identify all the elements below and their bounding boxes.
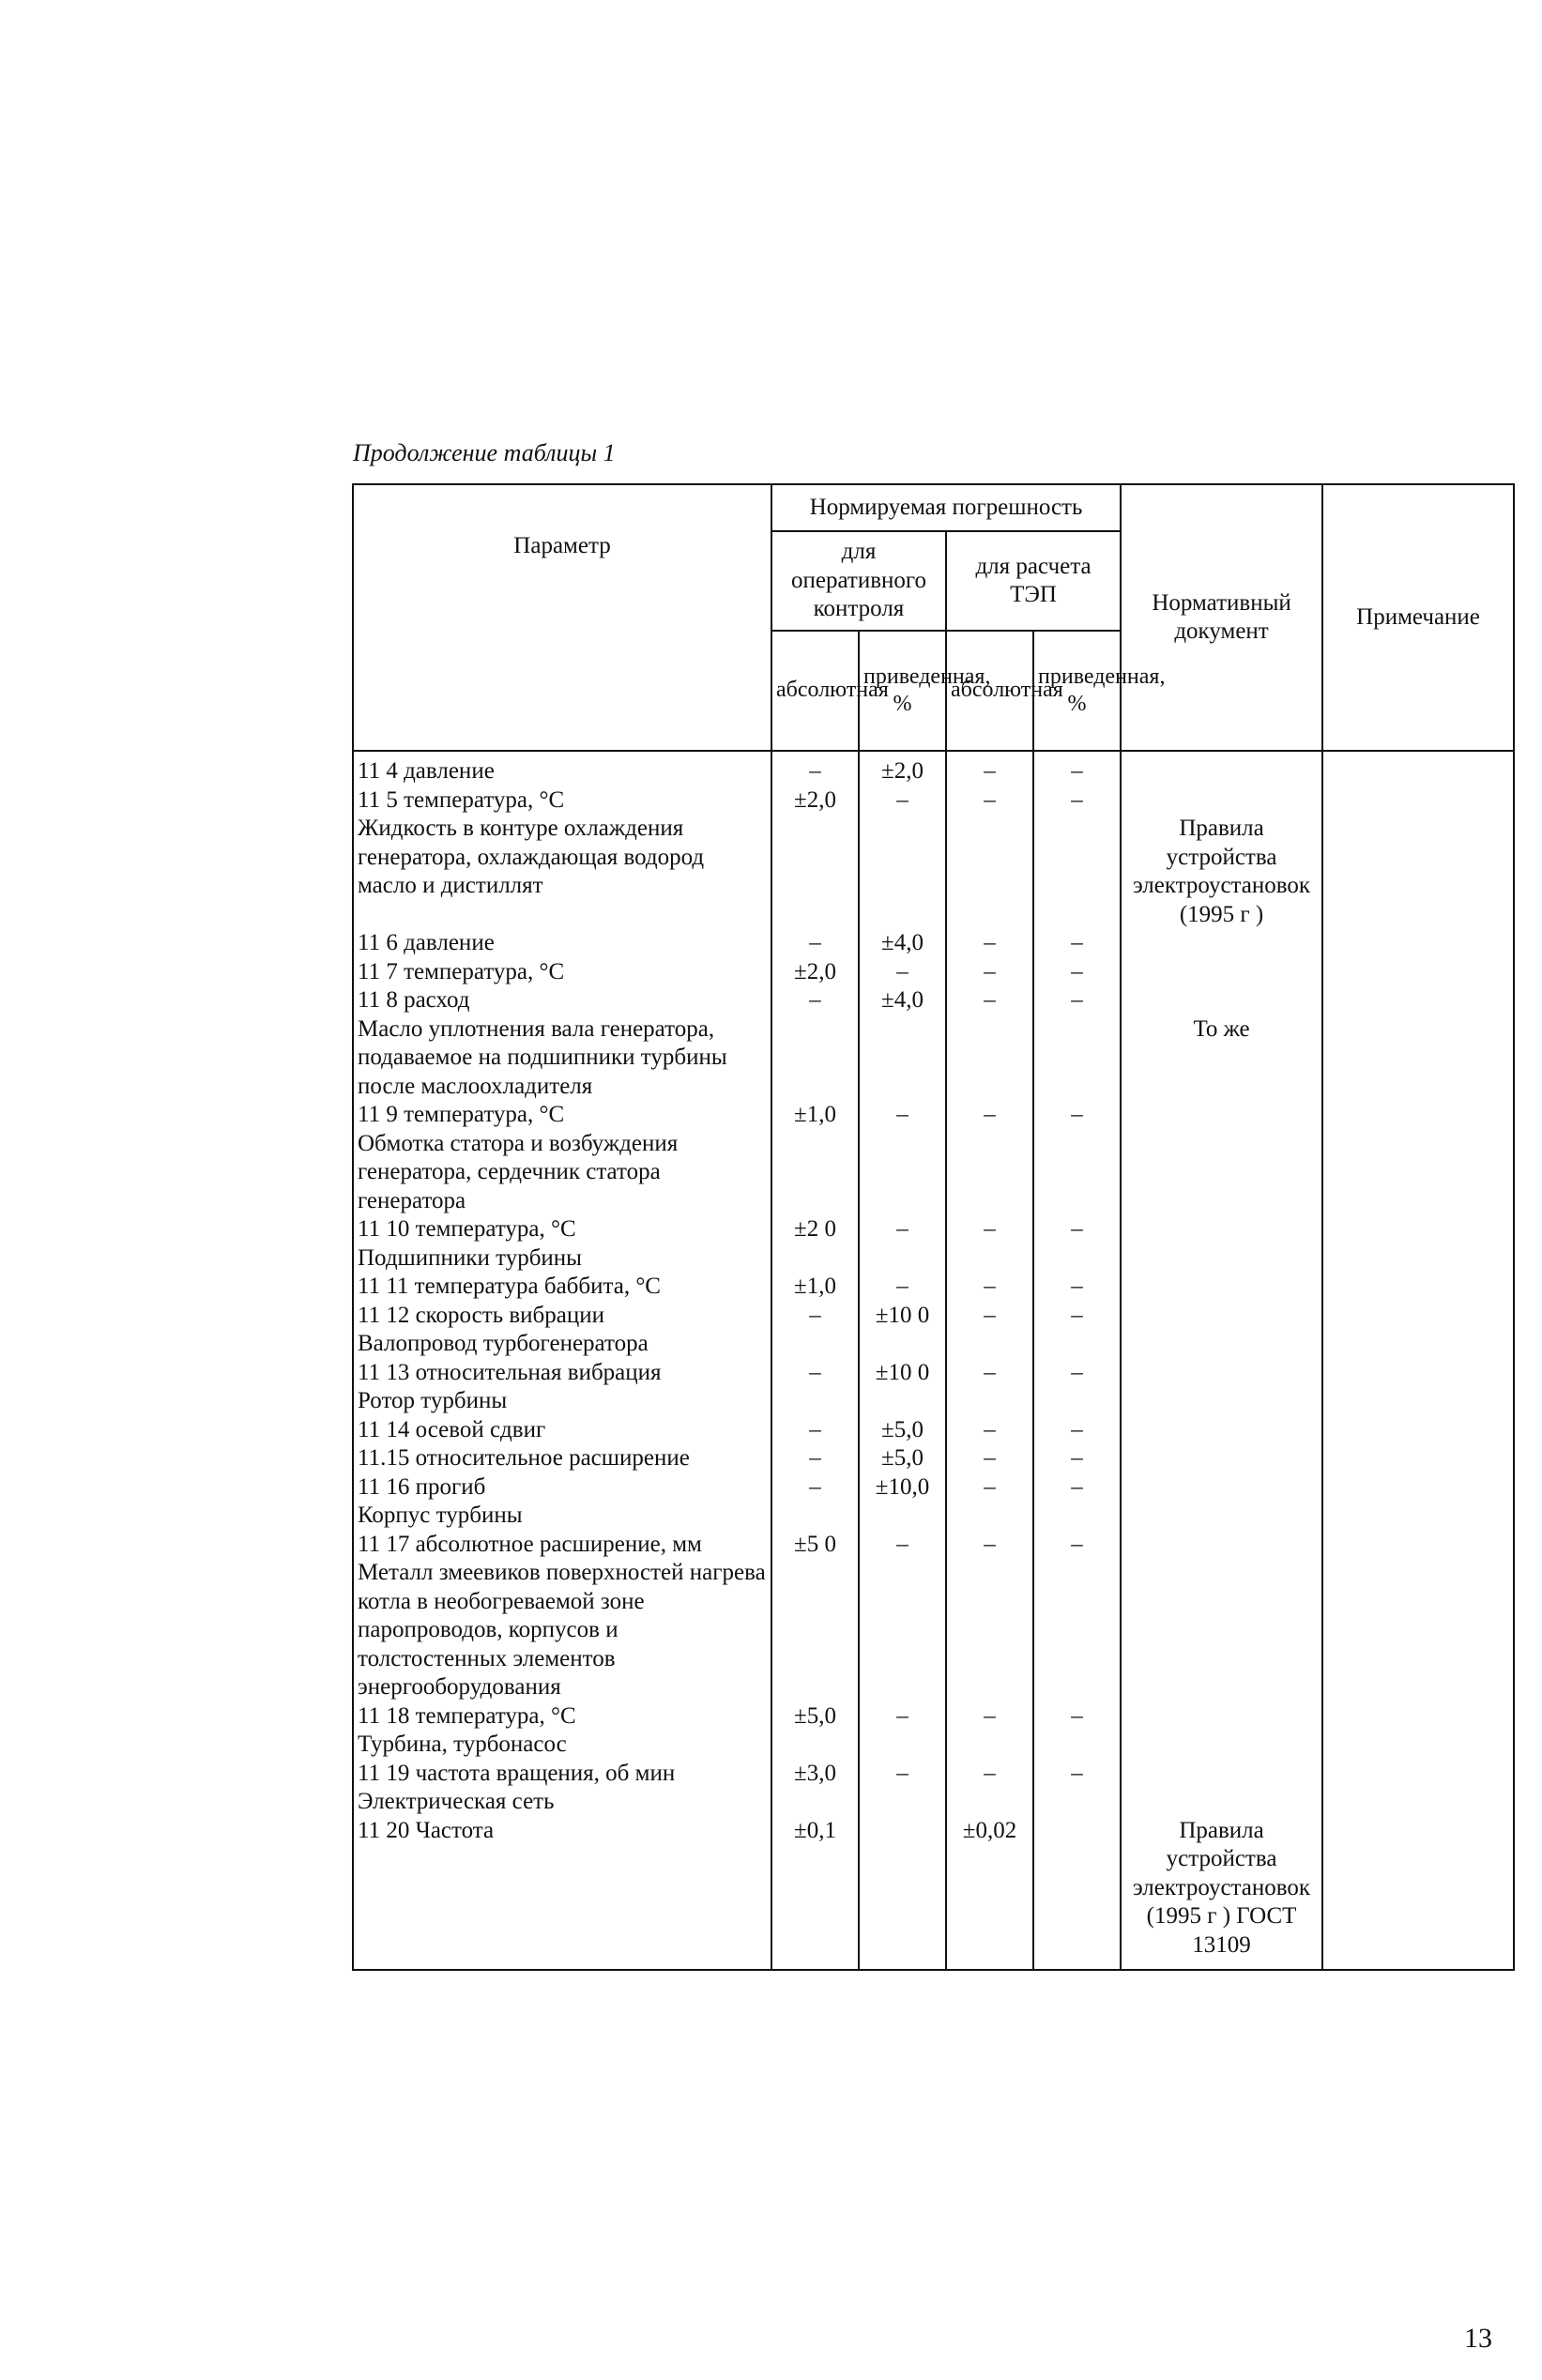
normative-document-cell: Правила устройства электроустановок (1995 г ) ГОСТ 13109 <box>1121 1817 1322 1971</box>
note-cell <box>1322 986 1514 1015</box>
table-row <box>353 1559 1514 1702</box>
normative-document-cell <box>1121 1130 1322 1216</box>
normative-document-cell <box>1121 1330 1322 1359</box>
tep-reduced-cell <box>1033 1559 1121 1702</box>
tep-absolute-cell: – <box>946 786 1033 816</box>
parameter-cell: 11.15 относительное расширение <box>353 1444 771 1473</box>
parameter-cell: 11 16 прогиб <box>353 1473 771 1503</box>
op-absolute-cell <box>771 1330 859 1359</box>
tep-absolute-cell <box>946 1015 1033 1102</box>
note-cell <box>1322 1130 1514 1216</box>
note-cell <box>1322 1788 1514 1817</box>
note-cell <box>1322 1416 1514 1445</box>
note-cell <box>1322 1559 1514 1702</box>
normative-document-cell <box>1121 751 1322 786</box>
header-note: Примечание <box>1322 484 1514 751</box>
header-tep-absolute: абсолютная <box>946 631 1033 751</box>
note-cell <box>1322 751 1514 786</box>
tep-reduced-cell <box>1033 1731 1121 1760</box>
table-row <box>353 1473 1514 1503</box>
note-cell <box>1322 1273 1514 1302</box>
tep-reduced-cell: – <box>1033 1215 1121 1244</box>
table-row <box>353 1130 1514 1216</box>
note-cell <box>1322 1015 1514 1102</box>
op-reduced-cell: – <box>859 1101 946 1130</box>
table-row <box>353 1444 1514 1473</box>
parameter-cell: 11 20 Частота <box>353 1817 771 1971</box>
tep-reduced-cell <box>1033 1817 1121 1971</box>
normative-document-cell <box>1121 986 1322 1015</box>
op-absolute-cell: ±3,0 <box>771 1760 859 1789</box>
tep-absolute-cell: – <box>946 1702 1033 1732</box>
normative-document-cell: То же <box>1121 1015 1322 1102</box>
normative-document-cell <box>1121 1502 1322 1531</box>
normative-document-cell <box>1121 1244 1322 1274</box>
parameter-cell: 11 13 относительная вибрация <box>353 1359 771 1388</box>
table-body <box>353 751 1514 1970</box>
op-absolute-cell <box>771 1731 859 1760</box>
table-row <box>353 1788 1514 1817</box>
table-row <box>353 1101 1514 1130</box>
op-reduced-cell: ±4,0 <box>859 986 946 1015</box>
op-absolute-cell: – <box>771 1473 859 1503</box>
parameter-cell: 11 12 скорость вибрации <box>353 1302 771 1331</box>
table-row <box>353 815 1514 929</box>
note-cell <box>1322 1817 1514 1971</box>
op-absolute-cell <box>771 1788 859 1817</box>
tep-absolute-cell: – <box>946 1444 1033 1473</box>
tep-absolute-cell: – <box>946 958 1033 987</box>
tep-reduced-cell <box>1033 1788 1121 1817</box>
parameter-cell: Подшипники турбины <box>353 1244 771 1274</box>
op-reduced-cell: – <box>859 1531 946 1560</box>
tep-reduced-cell: – <box>1033 1444 1121 1473</box>
header-op-reduced: приведенная, % <box>859 631 946 751</box>
note-cell <box>1322 1330 1514 1359</box>
tep-reduced-cell: – <box>1033 786 1121 816</box>
tep-absolute-cell: – <box>946 1273 1033 1302</box>
note-cell <box>1322 1502 1514 1531</box>
normative-document-cell: Правила устройства электроустановок (1995 г ) <box>1121 815 1322 929</box>
tep-absolute-cell <box>946 1387 1033 1416</box>
parameter-cell: 11 6 давление <box>353 929 771 958</box>
table-row <box>353 1731 1514 1760</box>
table-row <box>353 786 1514 816</box>
tep-absolute-cell: – <box>946 1302 1033 1331</box>
tep-absolute-cell: – <box>946 929 1033 958</box>
note-cell <box>1322 1302 1514 1331</box>
normative-document-cell <box>1121 1273 1322 1302</box>
normative-document-cell <box>1121 1788 1322 1817</box>
tep-absolute-cell <box>946 1559 1033 1702</box>
header-op-absolute: абсолютная <box>771 631 859 751</box>
header-operational-control: для оперативного контроля <box>771 531 946 631</box>
normative-document-cell <box>1121 929 1322 958</box>
table-row <box>353 1273 1514 1302</box>
note-cell <box>1322 1244 1514 1274</box>
tep-reduced-cell <box>1033 1387 1121 1416</box>
header-normative-document: Нормативный документ <box>1121 484 1322 751</box>
normative-document-cell <box>1121 1359 1322 1388</box>
tep-reduced-cell <box>1033 815 1121 929</box>
tep-reduced-cell: – <box>1033 1273 1121 1302</box>
tep-reduced-cell <box>1033 1015 1121 1102</box>
op-reduced-cell: ±5,0 <box>859 1444 946 1473</box>
parameter-cell: 11 11 температура баббита, °С <box>353 1273 771 1302</box>
tep-absolute-cell: – <box>946 1531 1033 1560</box>
normative-document-cell <box>1121 958 1322 987</box>
tep-absolute-cell <box>946 1731 1033 1760</box>
tep-absolute-cell: – <box>946 1416 1033 1445</box>
op-reduced-cell: ±4,0 <box>859 929 946 958</box>
table-row <box>353 1817 1514 1971</box>
table-row <box>353 1502 1514 1531</box>
parameter-cell: 11 7 температура, °С <box>353 958 771 987</box>
table-row <box>353 986 1514 1015</box>
normative-document-cell <box>1121 786 1322 816</box>
table-caption: Продолжение таблицы 1 <box>353 439 616 466</box>
tep-absolute-cell: – <box>946 1760 1033 1789</box>
tep-absolute-cell <box>946 1330 1033 1359</box>
tep-reduced-cell: – <box>1033 751 1121 786</box>
note-cell <box>1322 1215 1514 1244</box>
note-cell <box>1322 958 1514 987</box>
op-absolute-cell <box>771 1387 859 1416</box>
tep-reduced-cell: – <box>1033 1473 1121 1503</box>
parameters-table-wrapper <box>352 483 1513 1971</box>
parameter-cell: 11 9 температура, °С <box>353 1101 771 1130</box>
normative-document-cell <box>1121 1760 1322 1789</box>
op-absolute-cell <box>771 1015 859 1102</box>
parameter-cell: 11 4 давление <box>353 751 771 786</box>
parameter-cell: Обмотка статора и возбуждения генератора, сердечник статора генератора <box>353 1130 771 1216</box>
tep-absolute-cell: – <box>946 1473 1033 1503</box>
tep-absolute-cell <box>946 815 1033 929</box>
tep-reduced-cell: – <box>1033 1101 1121 1130</box>
op-absolute-cell: ±2 0 <box>771 1215 859 1244</box>
op-absolute-cell <box>771 815 859 929</box>
op-reduced-cell: – <box>859 1760 946 1789</box>
note-cell <box>1322 1473 1514 1503</box>
op-absolute-cell: – <box>771 986 859 1015</box>
note-cell <box>1322 1359 1514 1388</box>
tep-absolute-cell: – <box>946 986 1033 1015</box>
op-absolute-cell: ±1,0 <box>771 1101 859 1130</box>
op-absolute-cell <box>771 1502 859 1531</box>
tep-absolute-cell: – <box>946 1215 1033 1244</box>
op-absolute-cell <box>771 1244 859 1274</box>
normative-document-cell <box>1121 1731 1322 1760</box>
parameter-cell: Корпус турбины <box>353 1502 771 1531</box>
op-absolute-cell: – <box>771 1359 859 1388</box>
table-row <box>353 1330 1514 1359</box>
op-absolute-cell: ±5,0 <box>771 1702 859 1732</box>
op-absolute-cell: ±2,0 <box>771 958 859 987</box>
table-row <box>353 751 1514 786</box>
normative-document-cell <box>1121 1473 1322 1503</box>
op-reduced-cell <box>859 1788 946 1817</box>
parameter-cell: Жидкость в контуре охлаждения генератора, охлаждающая водород масло и дистиллят <box>353 815 771 929</box>
note-cell <box>1322 929 1514 958</box>
op-reduced-cell <box>859 1015 946 1102</box>
tep-absolute-cell: ±0,02 <box>946 1817 1033 1971</box>
parameter-cell: Турбина, турбонасос <box>353 1731 771 1760</box>
tep-absolute-cell <box>946 1244 1033 1274</box>
table-row <box>353 929 1514 958</box>
table-row <box>353 1760 1514 1789</box>
parameter-cell: Масло уплотнения вала генератора, подаваемое на подшипники турбины после маслоохладителя <box>353 1015 771 1102</box>
table-row <box>353 1416 1514 1445</box>
header-normalized-error: Нормируемая погрешность <box>771 484 1121 531</box>
tep-reduced-cell: – <box>1033 958 1121 987</box>
normative-document-cell <box>1121 1416 1322 1445</box>
tep-reduced-cell: – <box>1033 1531 1121 1560</box>
op-absolute-cell: – <box>771 1444 859 1473</box>
table-row <box>353 1015 1514 1102</box>
table-header <box>353 484 1514 751</box>
table-row <box>353 1244 1514 1274</box>
tep-absolute-cell <box>946 1130 1033 1216</box>
op-absolute-cell: ±5 0 <box>771 1531 859 1560</box>
parameter-cell: 11 14 осевой сдвиг <box>353 1416 771 1445</box>
tep-absolute-cell <box>946 1788 1033 1817</box>
parameter-cell: 11 8 расход <box>353 986 771 1015</box>
normative-document-cell <box>1121 1531 1322 1560</box>
table-row <box>353 1215 1514 1244</box>
op-reduced-cell: ±10,0 <box>859 1473 946 1503</box>
op-absolute-cell: ±2,0 <box>771 786 859 816</box>
normative-document-cell <box>1121 1702 1322 1732</box>
op-reduced-cell: – <box>859 958 946 987</box>
note-cell <box>1322 1387 1514 1416</box>
tep-reduced-cell: – <box>1033 1416 1121 1445</box>
op-absolute-cell: ±0,1 <box>771 1817 859 1971</box>
parameter-cell: 11 17 абсолютное расширение, мм <box>353 1531 771 1560</box>
op-reduced-cell: ±2,0 <box>859 751 946 786</box>
note-cell <box>1322 786 1514 816</box>
op-reduced-cell: – <box>859 1215 946 1244</box>
tep-reduced-cell: – <box>1033 986 1121 1015</box>
parameter-cell: 11 5 температура, °С <box>353 786 771 816</box>
header-tep-reduced: приведенная, % <box>1033 631 1121 751</box>
note-cell <box>1322 1702 1514 1732</box>
op-reduced-cell <box>859 1330 946 1359</box>
op-reduced-cell <box>859 1244 946 1274</box>
op-reduced-cell <box>859 1387 946 1416</box>
op-reduced-cell: – <box>859 786 946 816</box>
tep-reduced-cell: – <box>1033 1760 1121 1789</box>
tep-reduced-cell: – <box>1033 1702 1121 1732</box>
op-reduced-cell <box>859 1130 946 1216</box>
note-cell <box>1322 1760 1514 1789</box>
op-reduced-cell: ±5,0 <box>859 1416 946 1445</box>
table-row <box>353 958 1514 987</box>
table-row <box>353 1359 1514 1388</box>
normative-document-cell <box>1121 1215 1322 1244</box>
parameter-cell: Валопровод турбогенератора <box>353 1330 771 1359</box>
op-reduced-cell: ±10 0 <box>859 1302 946 1331</box>
tep-reduced-cell <box>1033 1502 1121 1531</box>
parameter-cell: 11 10 температура, °С <box>353 1215 771 1244</box>
op-reduced-cell <box>859 1559 946 1702</box>
normative-document-cell <box>1121 1444 1322 1473</box>
tep-reduced-cell <box>1033 1130 1121 1216</box>
table-row <box>353 1387 1514 1416</box>
tep-absolute-cell: – <box>946 1101 1033 1130</box>
note-cell <box>1322 1101 1514 1130</box>
op-reduced-cell <box>859 815 946 929</box>
op-absolute-cell: ±1,0 <box>771 1273 859 1302</box>
note-cell <box>1322 815 1514 929</box>
tep-reduced-cell: – <box>1033 929 1121 958</box>
parameter-cell: Электрическая сеть <box>353 1788 771 1817</box>
op-absolute-cell <box>771 1559 859 1702</box>
op-reduced-cell: ±10 0 <box>859 1359 946 1388</box>
note-cell <box>1322 1531 1514 1560</box>
table-row <box>353 1702 1514 1732</box>
parameter-cell: 11 19 частота вращения, об мин <box>353 1760 771 1789</box>
tep-absolute-cell: – <box>946 751 1033 786</box>
op-reduced-cell: – <box>859 1702 946 1732</box>
table-row <box>353 1302 1514 1331</box>
op-absolute-cell: – <box>771 929 859 958</box>
tep-reduced-cell <box>1033 1330 1121 1359</box>
op-reduced-cell <box>859 1731 946 1760</box>
op-absolute-cell: – <box>771 1302 859 1331</box>
tep-absolute-cell <box>946 1502 1033 1531</box>
tep-reduced-cell: – <box>1033 1302 1121 1331</box>
parameter-cell: Ротор турбины <box>353 1387 771 1416</box>
op-reduced-cell <box>859 1817 946 1971</box>
note-cell <box>1322 1731 1514 1760</box>
parameter-cell: Металл змеевиков поверхностей нагрева котла в необогреваемой зоне паропроводов, корпусов и толстостенных элементов энергооборудования <box>353 1559 771 1702</box>
tep-reduced-cell: – <box>1033 1359 1121 1388</box>
op-reduced-cell: – <box>859 1273 946 1302</box>
normative-document-cell <box>1121 1302 1322 1331</box>
normative-document-cell <box>1121 1101 1322 1130</box>
note-cell <box>1322 1444 1514 1473</box>
op-absolute-cell: – <box>771 1416 859 1445</box>
normative-document-cell <box>1121 1559 1322 1702</box>
op-absolute-cell <box>771 1130 859 1216</box>
normative-document-cell <box>1121 1387 1322 1416</box>
op-absolute-cell: – <box>771 751 859 786</box>
header-tep-calculation: для расчета ТЭП <box>946 531 1121 631</box>
parameter-cell: 11 18 температура, °С <box>353 1702 771 1732</box>
tep-absolute-cell: – <box>946 1359 1033 1388</box>
table-row <box>353 1531 1514 1560</box>
tep-reduced-cell <box>1033 1244 1121 1274</box>
header-parameter: Параметр <box>353 484 771 751</box>
page-number: 13 <box>1464 2323 1492 2354</box>
op-reduced-cell <box>859 1502 946 1531</box>
parameters-table <box>352 483 1515 1971</box>
